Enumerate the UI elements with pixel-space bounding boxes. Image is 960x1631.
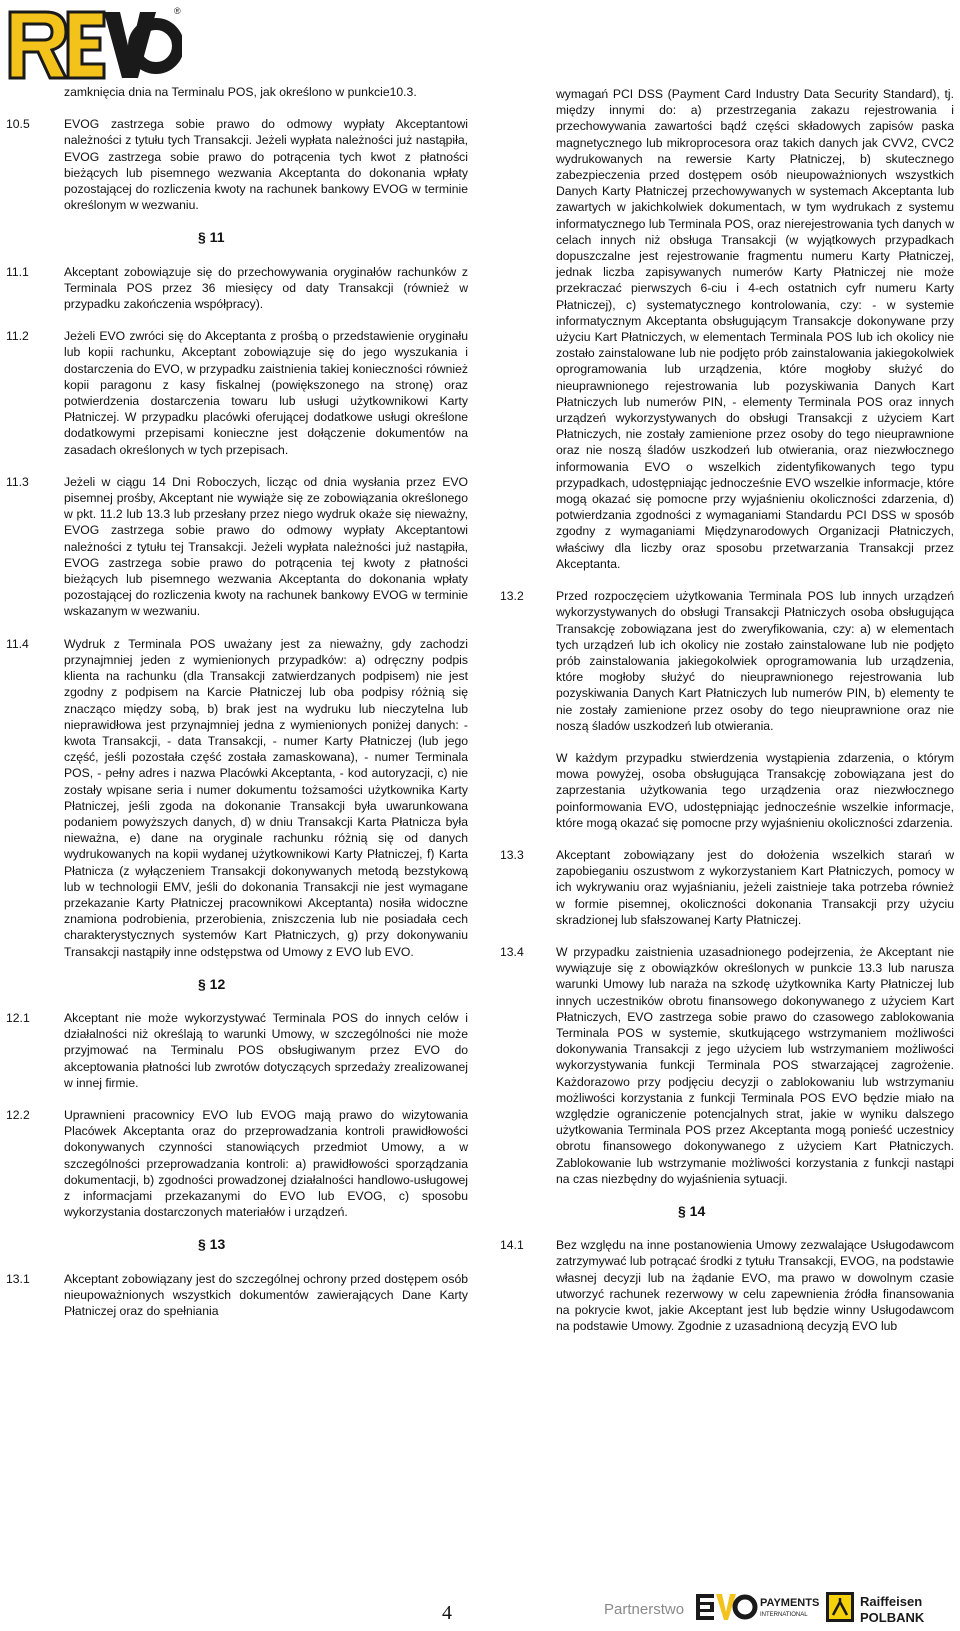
paragraph-13-4 bbox=[500, 944, 954, 1187]
section-heading-12: § 12 bbox=[198, 975, 226, 992]
revo-logo bbox=[6, 4, 182, 84]
paragraph-number: 11.3 bbox=[6, 474, 29, 489]
evo-payments-logo bbox=[696, 1594, 819, 1620]
paragraph-11-2 bbox=[6, 328, 468, 458]
paragraph-number: 14.1 bbox=[500, 1238, 524, 1253]
paragraph-13-2 bbox=[500, 588, 954, 734]
paragraph-text: Jeżeli EVO zwróci się do Akceptanta z prośbą o przedstawienie oryginału lub kopii rachunku, Akceptant zobowiązuje się do jego wyszukania i dostarczenia do EVO, w przypadku zaistnienia takiej konieczności również kopii paragonu z kasy fiskalnej (powiększonego na stronę) oraz potwierdzenia dostarczenia towaru lub usługi użytkownikowi Karty Płatniczej. W przypadku placówki oferującej dodatkowe usługi określone dodatkowymi przepisami konieczne jest dołączenie dokumentów na zasadach określonych w tych przepisach. bbox=[64, 329, 468, 457]
paragraph-number: 11.1 bbox=[6, 264, 29, 279]
paragraph-text: EVOG zastrzega sobie prawo do odmowy wypłaty Akceptantowi należności z tytułu tych Transakcji. Jeżeli wypłata należności już nastąpiła, EVOG zastrzega sobie prawo do potrącenia tych kwot z płatności bieżących lub pisemnego wezwania Akceptanta do dokonania wpłaty pozostającej do rozliczenia kwoty na rachunek bankowy EVOG w terminie określonym w wezwaniu. bbox=[64, 117, 468, 213]
paragraph-number: 11.2 bbox=[6, 329, 29, 344]
evo-payments-text: PAYMENTS bbox=[760, 1597, 820, 1609]
paragraph-11-3 bbox=[6, 474, 468, 620]
paragraph-12-2 bbox=[6, 1107, 468, 1220]
section-heading-14: § 14 bbox=[678, 1203, 706, 1219]
paragraph-text: Akceptant zobowiązuje się do przechowywania oryginałów rachunków z Terminala POS przez 36 miesięcy od daty Transakcji (również w przypadku zakończenia współpracy). bbox=[64, 264, 468, 312]
paragraph-continuation: zamknięcia dnia na Terminalu POS, jak określono w punkcie10.3. bbox=[64, 85, 417, 99]
raiffeisen-polbank-logo bbox=[826, 1592, 925, 1625]
paragraph-text: Akceptant zobowiązany jest do szczególnej ochrony przed dostępem osób nieupoważnionych wszystkich dokumentów zawierających Dane Karty Płatniczej oraz do spełniania bbox=[64, 1271, 468, 1318]
paragraph-number: 13.2 bbox=[500, 589, 524, 604]
right-column bbox=[500, 86, 954, 1350]
paragraph-number: 13.4 bbox=[500, 944, 524, 959]
evo-international-text: INTERNATIONAL bbox=[760, 1612, 808, 1618]
paragraph-14-1 bbox=[500, 1237, 954, 1334]
paragraph-number: 12.2 bbox=[6, 1107, 30, 1122]
paragraph-number: 10.5 bbox=[6, 117, 30, 132]
paragraph-13-3 bbox=[500, 847, 954, 928]
paragraph-number: 13.3 bbox=[500, 847, 524, 862]
paragraph-number: 13.1 bbox=[6, 1271, 30, 1286]
footer-partner-logos bbox=[604, 1584, 956, 1628]
paragraph-text: W przypadku zaistnienia uzasadnionego podejrzenia, że Akceptant nie wywiązuje się z obowiązków określonych w punkcie 13.3 lub narusza warunki Umowy lub naraża na szkodę użytkownika Karty Płatniczej lub innych uczestników obrotu finansowego dokonywanego z użyciem Kart Płatniczych, EVO zastrzega sobie prawo do czasowego zablokowania Terminala POS w systemie, skutkującego wstrzymaniem możliwości dokonywania Transakcji z jego użyciem lub wstrzymaniem możliwości wykorzystywania funkcji Terminala POS stwarzającej zagrożenie. Każdorazowo przy podjęciu decyzji o zablokowaniu lub wstrzymaniu możliwości korzystania z funkcji Terminala POS EVO będzie miało na względzie ograniczenie potencjalnych strat, jakie w wyniku dalszego użytkowania Terminala POS przez Akceptanta mogą ponieść uczestnicy obrotu finansowego dokonywanego z użyciem Kart Płatniczych. Zablokowanie lub wstrzymanie możliwości korzystania z funkcji nastąpi na czas niezbędny do wyjaśnienia sytuacji. bbox=[556, 944, 954, 1186]
paragraph-text: Jeżeli w ciągu 14 Dni Roboczych, licząc od dnia wysłania przez EVO pisemnej prośby, Akceptant nie wywiąże się ze zobowiązania określonego w pkt. 11.2 lub 13.3 lub przesłany przez niego wydruk okaże się nieważny, EVOG zastrzega sobie prawo do odmowy wypłaty Akceptantowi należności z tytułu tej Transakcji. Jeżeli wypłata należności już nastąpiła, EVOG zastrzega sobie prawo do potrącenia tej kwoty z płatności bieżących lub pisemnego wezwania Akceptanta do dokonania wpłaty pozostającej do rozliczenia kwoty na rachunek bankowy EVOG w terminie wskazanym w wezwaniu. bbox=[64, 474, 468, 619]
paragraph-text: Wydruk z Terminala POS uważany jest za nieważny, gdy zachodzi przynajmniej jeden z wymienionych przypadków: a) odręczny podpis klienta na rachunku (dla Transakcji zatwierdzanych podpisem) nie jest zgodny z podpisem na Karcie Płatniczej lub oba podpisy różnią się znacząco między sobą, b) brak jest na wydruku lub nieczytelna lub nieprawidłowa jest przynajmniej jedna z wymienionych poniżej danych: - kwota Transakcji, - data Transakcji, - numer Karty Płatniczej (lub jego część, jeśli pozostała część została zamaskowana), - numer Terminala POS, - pełny adres i nazwa Placówki Akceptanta, - kod autoryzacji, c) nie zostały wpisane seria i numer dokumentu tożsamości użytkownika Karty Płatniczej, jeśli zgoda na dokonanie Transakcji była uwarunkowana podaniem powyższych danych, d) w dniu Transakcji Karta Płatnicza była nieważna, e) dane na oryginale rachunku różnią się od danych wydrukowanych na kopii wydanej użytkownikowi Karty Płatniczej, f) Karta Płatnicza (z wyłączeniem Transakcji dokonywanych metodą bezstykową lub w technologii EMV, jeśli do dokonania Transakcji nie jest wymagane przekazanie Karty Płatniczej pracownikowi Akceptanta) nosiła widoczne znamiona podrobienia, przerobienia, zniszczenia lub nie posiadała cech charakterystycznych systemów Kart Płatniczych, g) przy dokonywaniu Transakcji nastąpiły inne odstępstwa od Umowy z EVO lub EVO. bbox=[64, 636, 468, 959]
paragraph-text: Akceptant nie może wykorzystywać Terminala POS do innych celów i działalności niż określają to warunki Umowy, w szczególności nie może przyjmować na Terminalu POS obsługiwanym przez EVO do akceptowania płatności lub zwrotów dotyczących sprzedaży zrealizowanej w innej firmie. bbox=[64, 1010, 468, 1090]
paragraph-10-5 bbox=[6, 116, 468, 213]
section-heading-13: § 13 bbox=[198, 1236, 226, 1253]
paragraph-11-1 bbox=[6, 264, 468, 313]
registered-mark: ® bbox=[174, 6, 181, 16]
paragraph-continuation: wymagań PCI DSS (Payment Card Industry Data Security Standard), tj. między innymi do: a) przestrzegania zakazu rejestrowania i przechowywania zawartości bądź części składowych zapisów paska magnetycznego lub mikroprocesora oraz takich danych jak CVV2, CVC2 wydrukowanych na rewersie Karty Płatniczej, b) skutecznego zabezpieczenia przed dostępem osób nieupoważnionych wszystkich Danych Karty Płatniczej przechowywanych w systemach Akceptanta lub zawartych w jakichkolwiek dokumentach, w tym wydrukach z systemu informatycznego lub Terminala POS, oraz nierejestrowania tych danych w celach innych niż obsługa Transakcji (w wyjątkowych przypadkach dopuszczalne jest rejestrowanie fragmentu numeru Karty Płatniczej, jednak liczba zapisywanych numerów Karty Płatniczej nie może przekraczać pierwszych 6-ciu i 4-ech ostatnich cyfr numeru Karty Płatniczej), c) systematycznego kontrolowania, czy: - w systemie informatycznym Akceptanta obsługującym Transakcje dokonywane przy użyciu Kart Płatniczych, w elementach Terminala POS lub ich okolicy nie zostało zainstalowane lub nie podjęto prób zainstalowania jakiegokolwiek oprogramowania lub urządzenia, które mogłoby służyć do nieuprawnionego rejestrowania lub pozyskiwania Danych Kart Płatniczych lub numerów PIN, - elementy Terminala POS oraz innych urządzeń wykorzystywanych do obsługi Transakcji z użyciem Kart Płatniczych, nie zostały zamienione przez osoby do tego nieuprawnione oraz nie noszą śladów uszkodzeń lub otwierania, oraz niezwłocznego informowania EVO o wszelkich zidentyfikowanych tego typu przypadkach, udostępniając jednocześnie EVO wszelkie informacje, które mogą okazać się pomocne przy wyjaśnieniu okoliczności zdarzenia, d) potwierdzania zgodności z wymaganiami Standardu PCI DSS w sposób zgodny z wymaganiami Międzynarodowych Organizacji Płatniczych, właściwy dla liczby oraz sposobu przetwarzania Transakcji przez Akceptanta. bbox=[556, 87, 954, 571]
left-column bbox=[6, 84, 468, 1335]
section-heading-11: § 11 bbox=[198, 229, 225, 246]
paragraph-13-1 bbox=[6, 1271, 468, 1320]
raiffeisen-text: Raiffeisen bbox=[860, 1594, 923, 1609]
page-number: 4 bbox=[442, 1602, 452, 1624]
partnerstwo-label: Partnerstwo bbox=[604, 1601, 685, 1618]
paragraph-number: 12.1 bbox=[6, 1010, 30, 1025]
paragraph-text: Przed rozpoczęciem użytkowania Terminala POS lub innych urządzeń wykorzystywanych do obsługi Transakcji Płatniczych osoba obsługująca Transakcję zobowiązana jest do zweryfikowania, czy: a) w elementach tych urządzeń lub ich okolicy nie zostało zainstalowane lub nie podjęto prób zainstalowania jakiegokolwiek oprogramowania lub urządzenia, które mogłoby służyć do nieuprawnionego rejestrowania lub pozyskiwania Danych Kart Płatniczych lub numerów PIN, b) elementy te nie zostały zamienione przez osoby do tego nieuprawnione oraz nie noszą śladów uszkodzeń lub otwierania. bbox=[556, 589, 954, 733]
paragraph-13-2-continuation: W każdym przypadku stwierdzenia wystąpienia zdarzenia, o którym mowa powyżej, osoba obsługująca Transakcję zobowiązana jest do zaprzestania użytkowania tego urządzenia oraz niezwłocznego poinformowania EVO, udostępniając jednocześnie wszelkie informacje, które mogą okazać się pomocne przy wyjaśnieniu okoliczności zdarzenia. bbox=[556, 750, 954, 830]
paragraph-12-1 bbox=[6, 1010, 468, 1091]
polbank-text: POLBANK bbox=[860, 1610, 925, 1625]
paragraph-text: Uprawnieni pracownicy EVO lub EVOG mają prawo do wizytowania Placówek Akceptanta oraz do przeprowadzania kontroli prawidłowości dokonywanych czynności stanowiących przedmiot Umowy, a w szczególności przeprowadzania kontroli: a) prawidłowości sporządzania dokumentacji, b) zgodności prowadzonej działalności handlowo-usługowej z informacjami przekazanymi do EVO lub EVOG, c) sposobu wykorzystania dostarczonych materiałów i urządzeń. bbox=[64, 1107, 468, 1220]
paragraph-11-4 bbox=[6, 636, 468, 960]
paragraph-text: Bez względu na inne postanowienia Umowy zezwalające Usługodawcom zatrzymywać lub potrącać środki z tytułu Transakcji, EVOG, na podstawie własnej decyzji lub na żądanie EVO, ma prawo w dowolnym czasie utworzyć rachunek rezerwowy w celu zapewnienia źródła finansowania na pokrycie kwot, jakie Akceptant jest lub będzie winny Usługodawcom na podstawie Umowy. Zgodnie z uzasadnioną decyzją EVO lub bbox=[556, 1238, 954, 1334]
paragraph-text: Akceptant zobowiązany jest do dołożenia wszelkich starań w zapobieganiu oszustwom z wykorzystaniem Kart Płatniczych, pomocy w ich wykrywaniu oraz wyjaśnianiu, jeżeli zaistnieje taka potrzeba również w formie pisemnej, okoliczności dokonania Transakcji przy użyciu skradzionej lub sfałszowanej Karty Płatniczej. bbox=[556, 847, 954, 927]
paragraph-number: 11.4 bbox=[6, 636, 29, 651]
